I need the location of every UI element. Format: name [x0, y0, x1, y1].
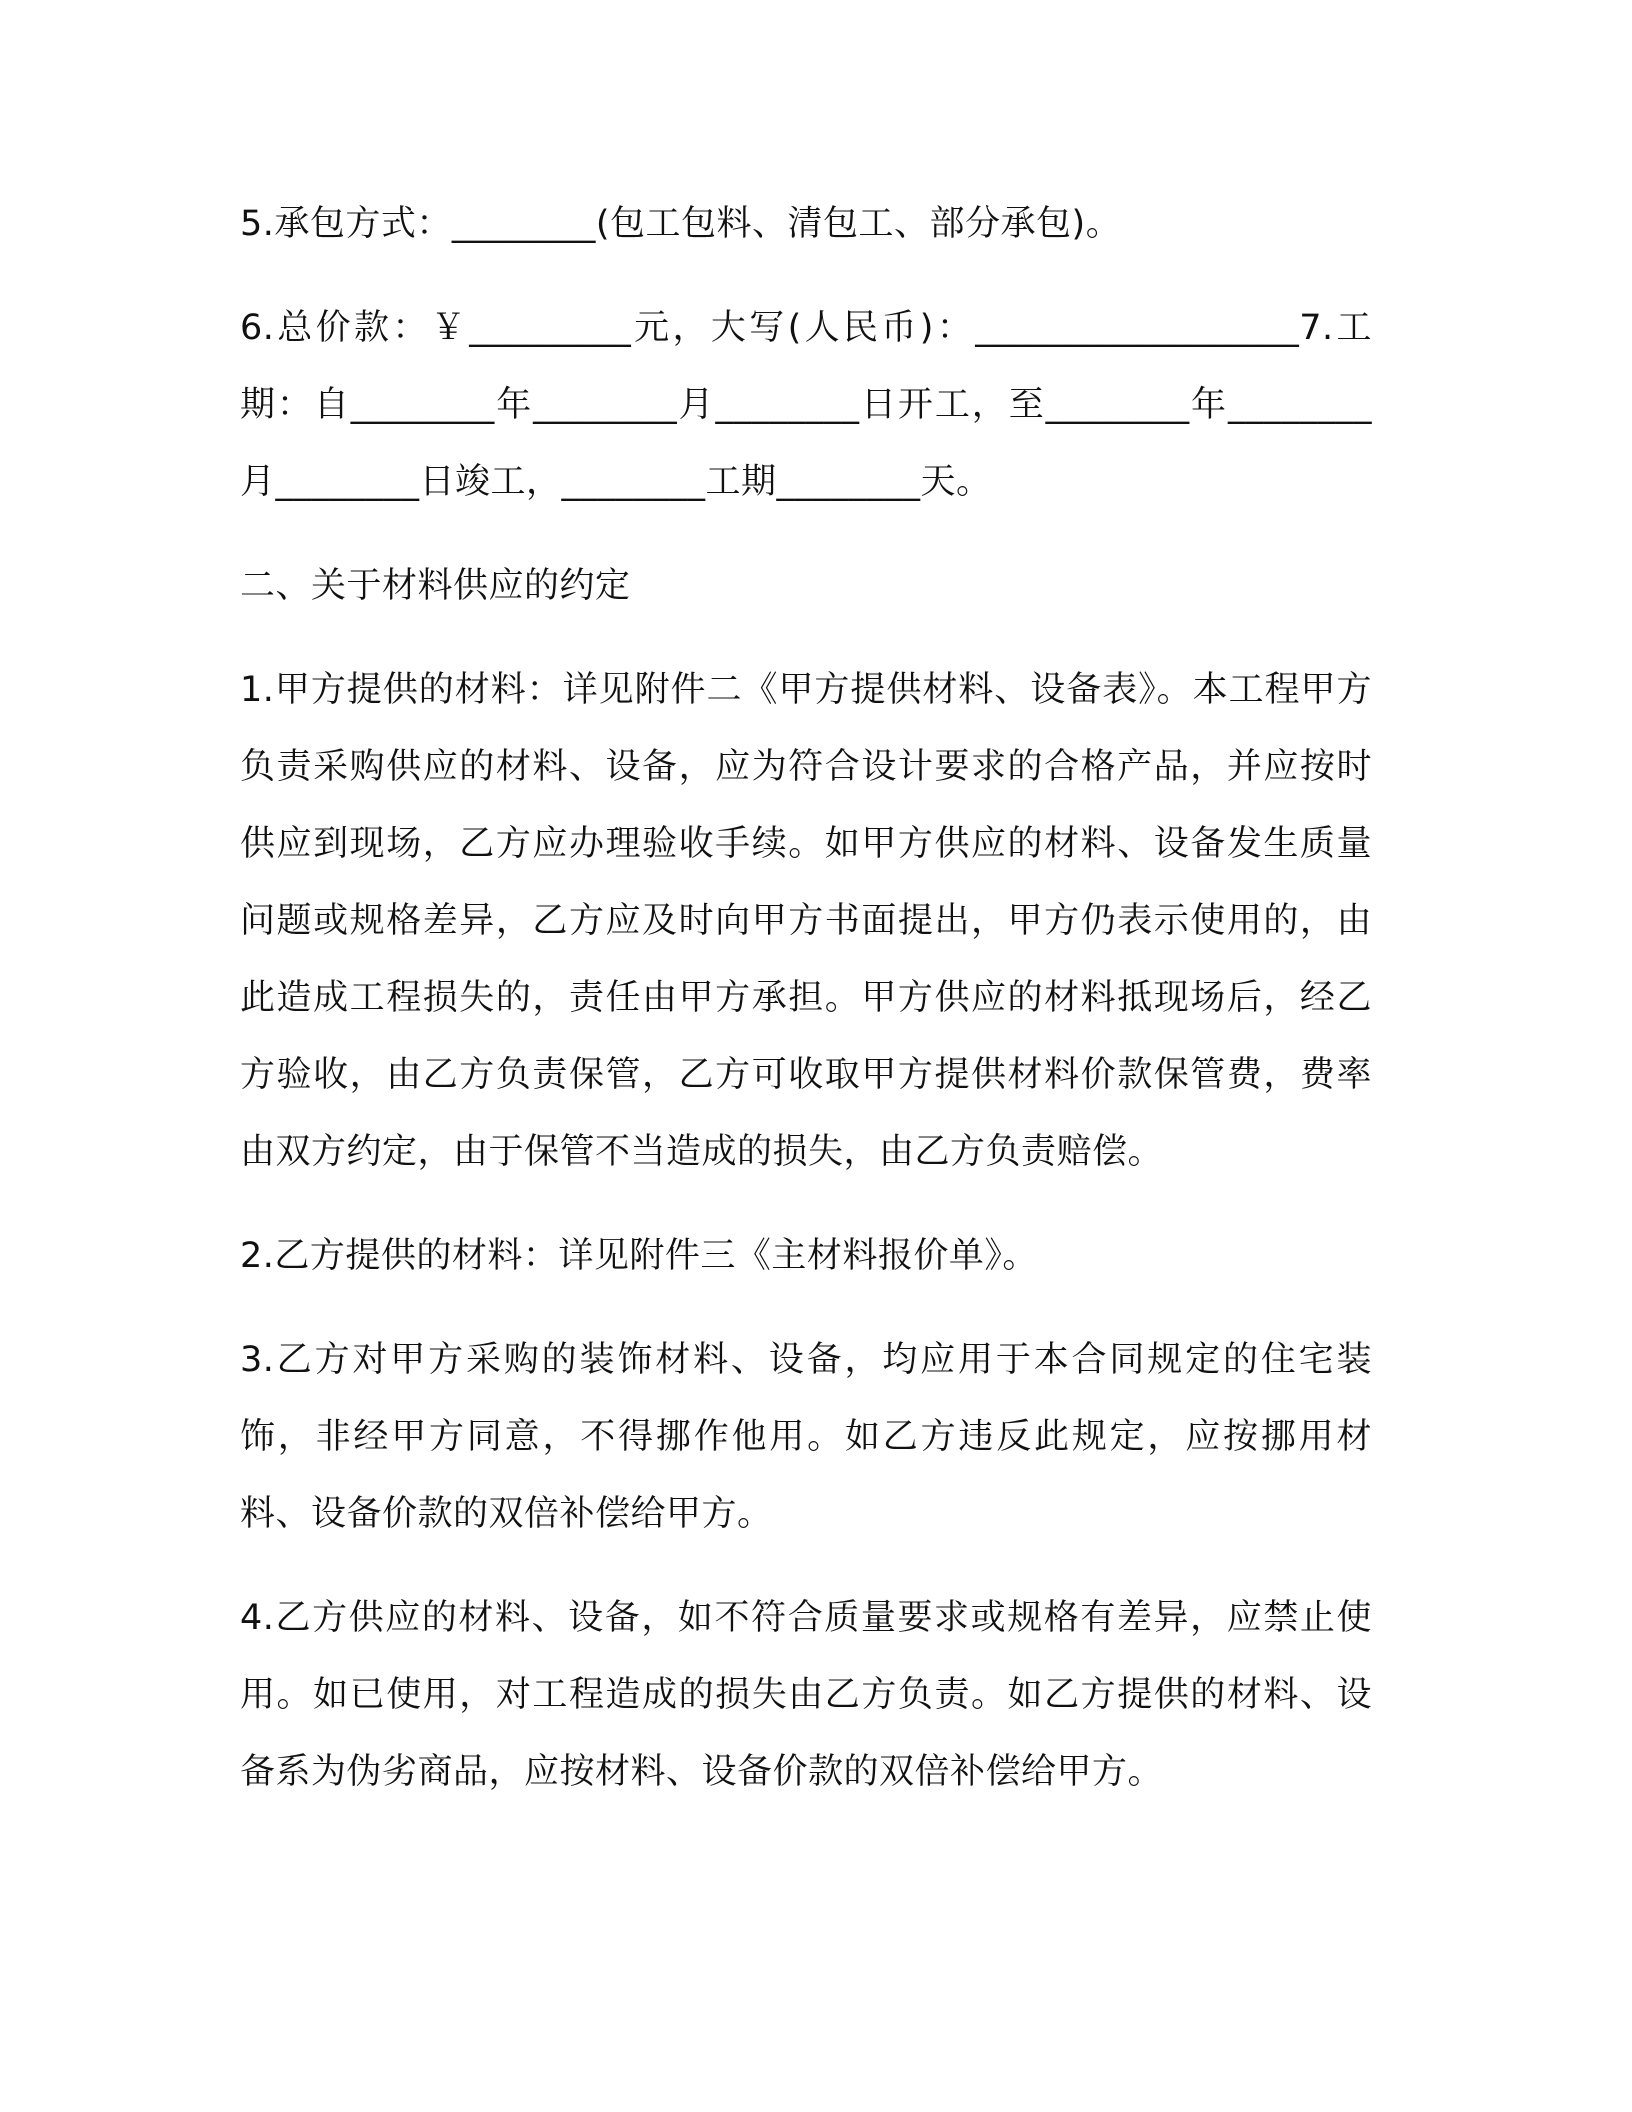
- clause-party-b-materials: 2.乙方提供的材料：详见附件三《主材料报价单》。: [240, 1236, 1038, 1276]
- clause-material-use-restriction: 3.乙方对甲方采购的装饰材料、设备，均应用于本合同规定的住宅装饰，非经甲方同意，不得挪作他用。如乙方违反此规定，应按挪用材料、设备价款的双倍补偿给甲方。: [240, 1340, 1372, 1534]
- clause-total-price-and-duration: 6.总价款：￥_________元，大写(人民币)：__________________7.工期：自________年________月________日开工，至________年________月________日竣工，________工期________天。: [240, 308, 1372, 502]
- clause-party-b-material-quality: 4.乙方供应的材料、设备，如不符合质量要求或规格有差异，应禁止使用。如已使用，对工程造成的损失由乙方负责。如乙方提供的材料、设备系为伪劣商品，应按材料、设备价款的双倍补偿给甲方。: [240, 1598, 1372, 1792]
- document-body: [240, 186, 1372, 1838]
- clause-contract-method: 5.承包方式：________(包工包料、清包工、部分承包)。: [240, 204, 1122, 244]
- clause-party-a-materials: 1.甲方提供的材料：详见附件二《甲方提供材料、设备表》。本工程甲方负责采购供应的材料、设备，应为符合设计要求的合格产品，并应按时供应到现场，乙方应办理验收手续。如甲方供应的材料、设备发生质量问题或规格差异，乙方应及时向甲方书面提出，甲方仍表示使用的，由此造成工程损失的，责任由甲方承担。甲方供应的材料抵现场后，经乙方验收，由乙方负责保管，乙方可收取甲方提供材料价款保管费，费率由双方约定，由于保管不当造成的损失，由乙方负责赔偿。: [240, 670, 1372, 1172]
- section-heading-material-supply: 二、关于材料供应的约定: [240, 566, 631, 606]
